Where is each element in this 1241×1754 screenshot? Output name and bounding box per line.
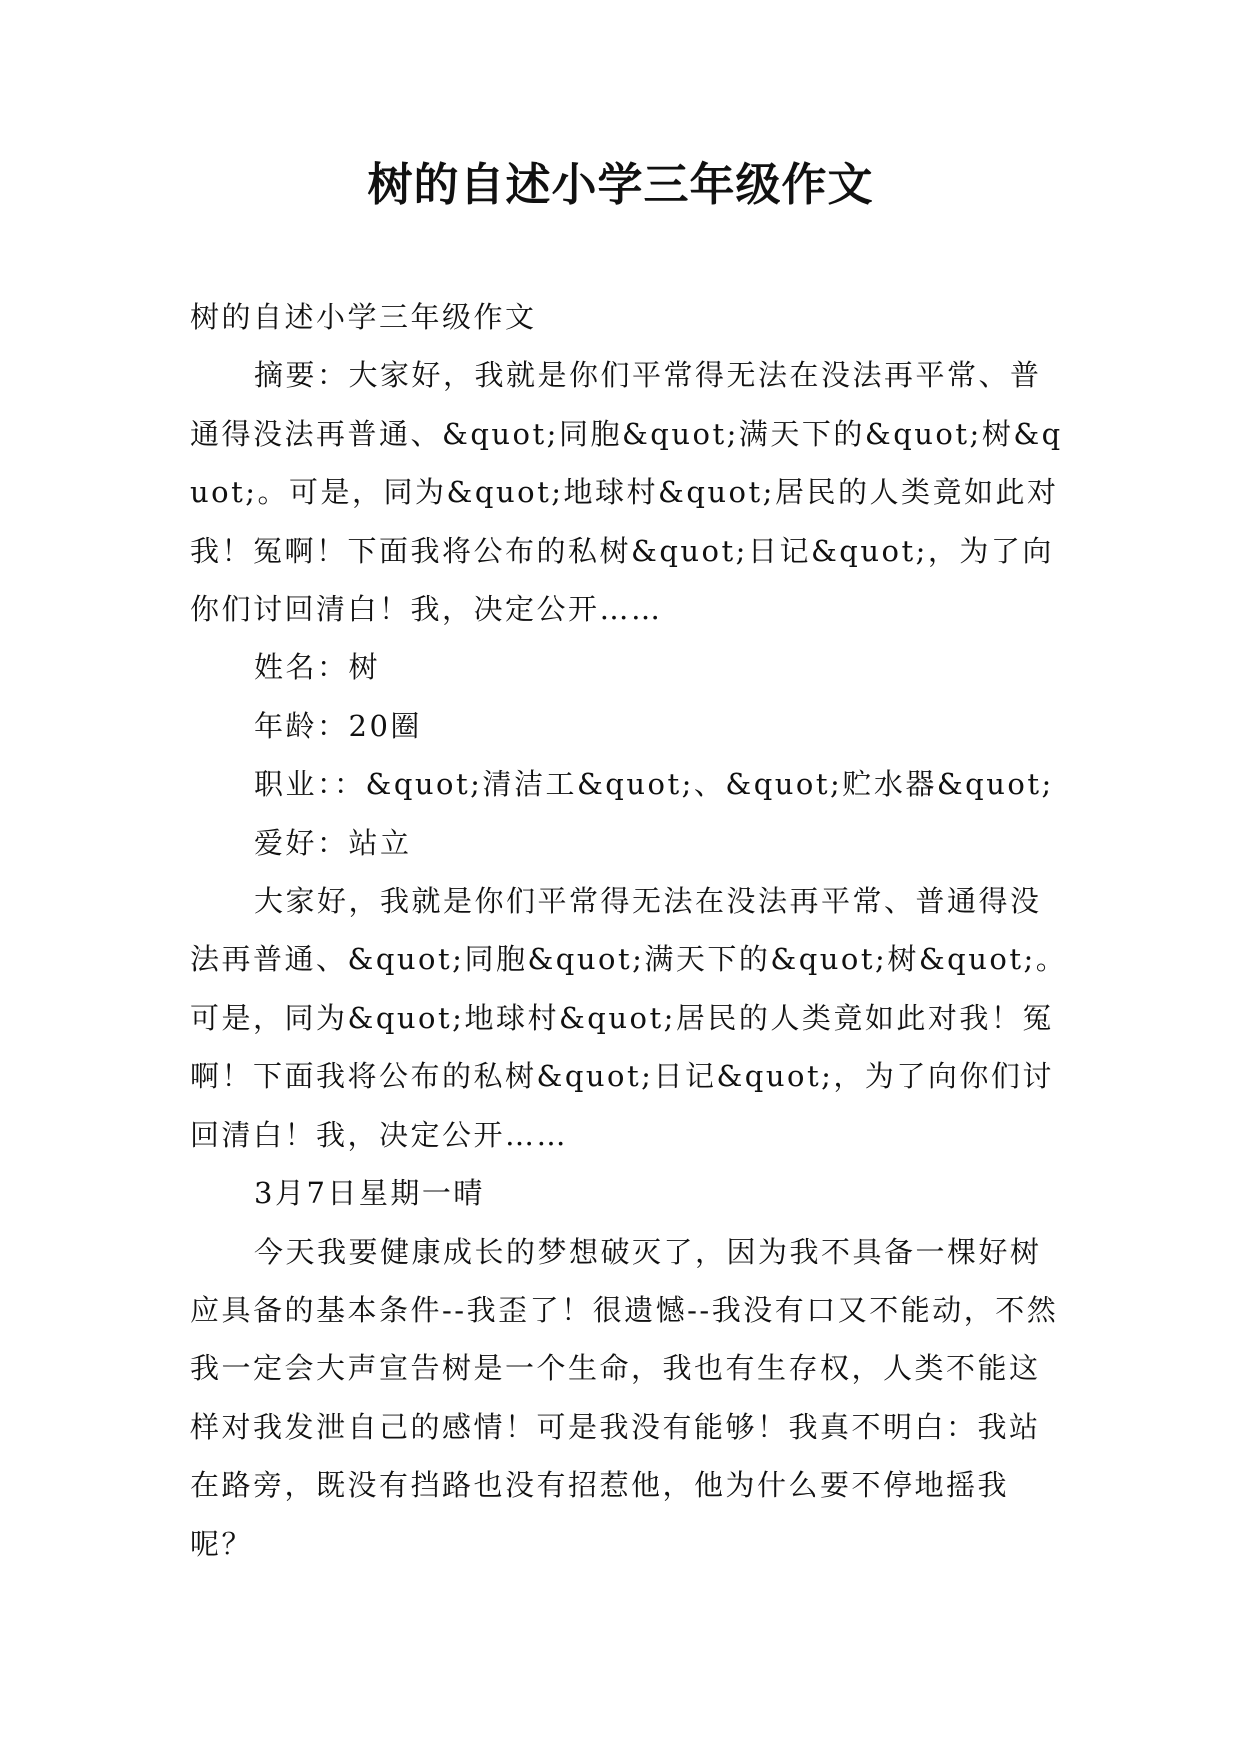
name-line: 姓名：树 bbox=[254, 650, 381, 685]
diary-entry-paragraph: 今天我要健康成长的梦想破灭了，因为我不具备一棵好树应具备的基本条件--我歪了！很遗憾--我没有口又不能动，不然我一定会大声宣告树是一个生命，我也有生存权，人类不能这样对我发泄自己的感情！可是我没有能够！我真不明白：我站在路旁，既没有挡路也没有招惹他，他为什么要不停地摇我呢？ bbox=[190, 1234, 1059, 1561]
hobby-line: 爱好：站立 bbox=[254, 825, 412, 860]
document-title: 树的自述小学三年级作文 bbox=[367, 158, 874, 211]
intro-paragraph: 大家好，我就是你们平常得无法在没法再平常、普通得没法再普通、&quot;同胞&quot;满天下的&quot;树&quot;。可是，同为&quot;地球村&quot;居民的人类竟如此对我！冤啊！下面我将公布的私树&quot;日记&quot;，为了向你们讨回清白！我，决定公开…… bbox=[190, 884, 1068, 1152]
occupation-line: 职业：：&quot;清洁工&quot;、&quot;贮水器&quot; bbox=[254, 767, 1054, 802]
document-body bbox=[190, 288, 1070, 1573]
abstract-paragraph: 摘要：大家好，我就是你们平常得无法在没法再平常、普通得没法再普通、&quot;同胞&quot;满天下的&quot;树&quot;。可是，同为&quot;地球村&quot;居民的人类竟如此对我！冤啊！下面我将公布的私树&quot;日记&quot;，为了向你们讨回清白！我，决定公开…… bbox=[190, 358, 1063, 627]
body-heading-line: 树的自述小学三年级作文 bbox=[190, 300, 537, 334]
diary-date-line: 3月7日星期一晴 bbox=[254, 1176, 485, 1211]
age-line: 年龄：20圈 bbox=[254, 708, 422, 743]
